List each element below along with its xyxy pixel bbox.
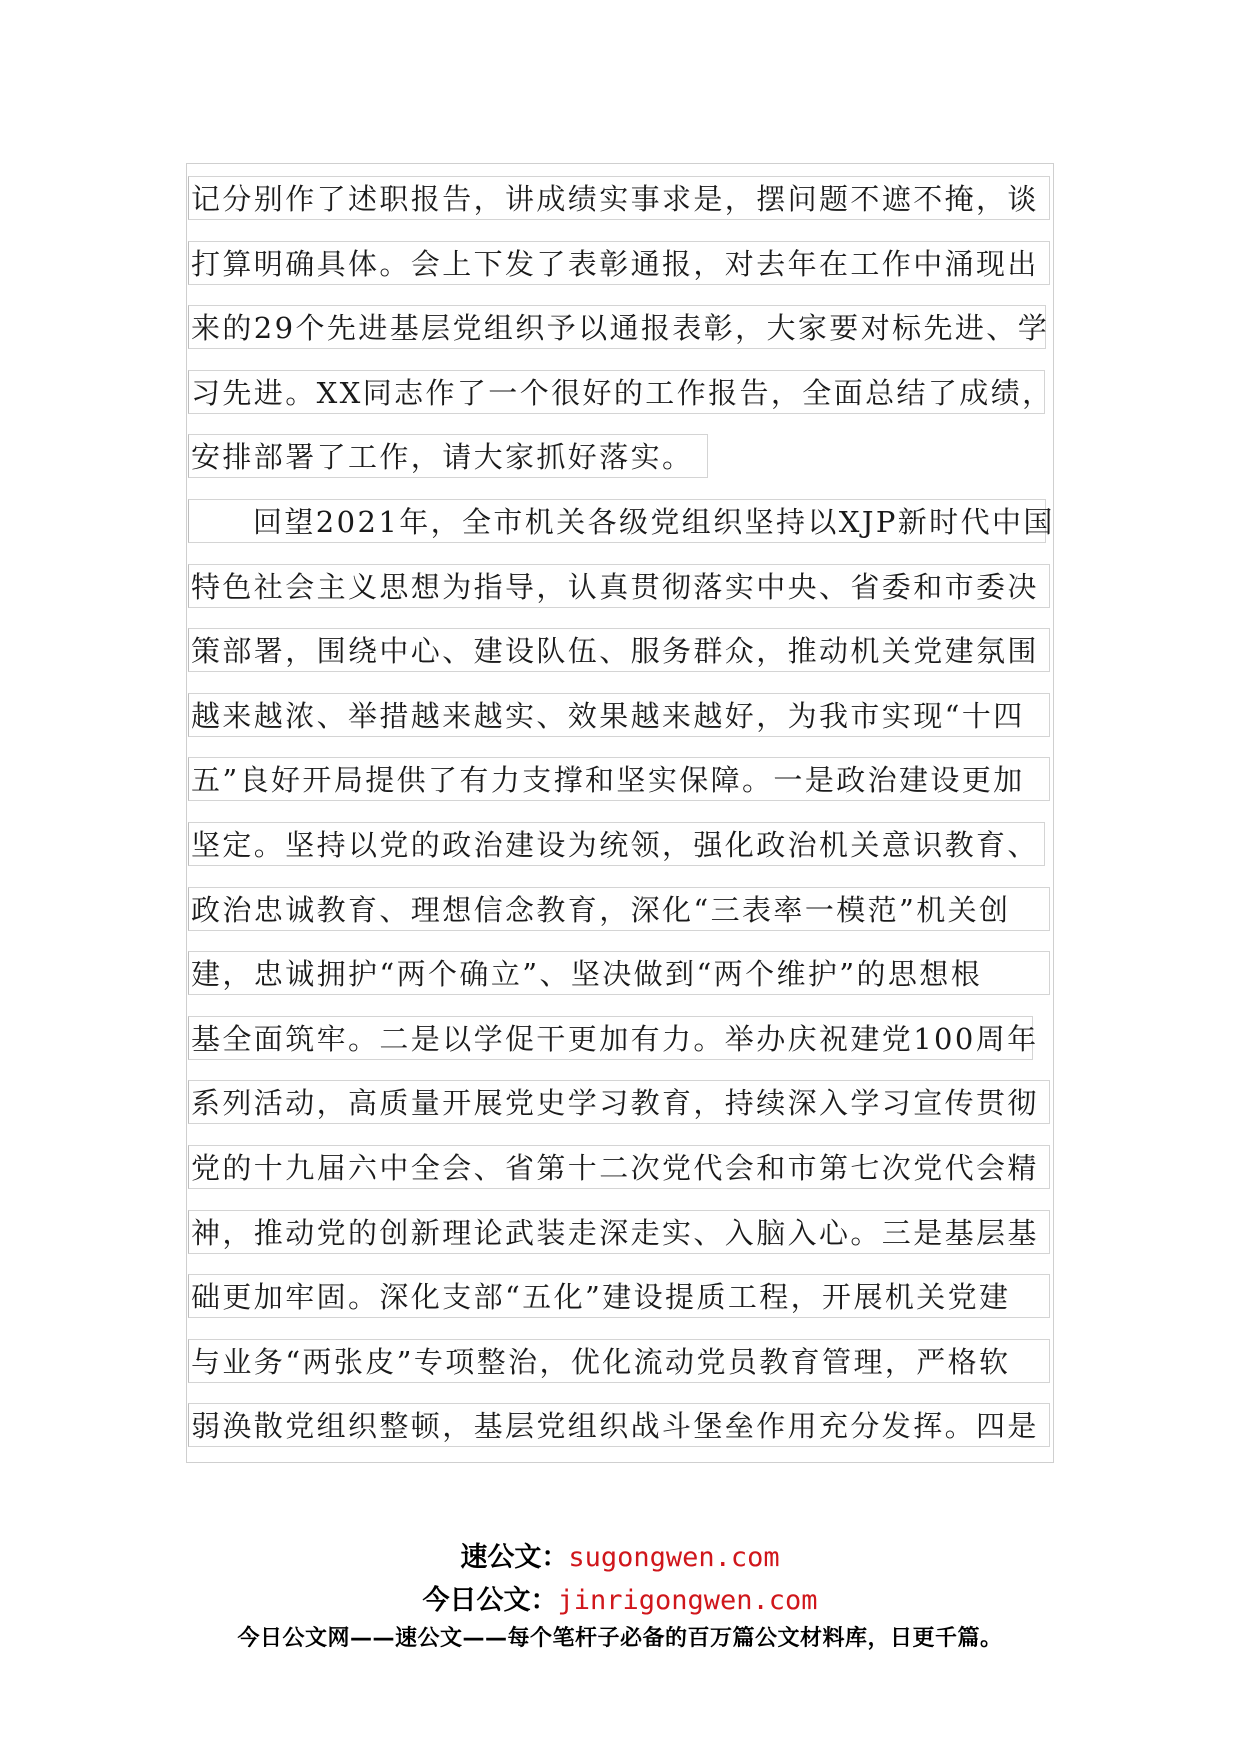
text-line: 础更加牢固。深化支部“五化”建设提质工程，开展机关党建 (188, 1274, 1050, 1318)
text-line: 特色社会主义思想为指导，认真贯彻落实中央、省委和市委决 (188, 564, 1050, 608)
text-line: 记分别作了述职报告，讲成绩实事求是，摆问题不遮不掩，谈 (188, 176, 1050, 220)
footer-sugongwen (0, 1535, 1240, 1574)
footer-label: 速公文： (460, 1542, 569, 1573)
text-line: 策部署，围绕中心、建设队伍、服务群众，推动机关党建氛围 (188, 628, 1050, 672)
text-line: 安排部署了工作，请大家抓好落实。 (188, 434, 708, 478)
text-line: 党的十九届六中全会、省第十二次党代会和市第七次党代会精 (188, 1145, 1050, 1189)
text-line: 建，忠诚拥护“两个确立”、坚决做到“两个维护”的思想根 (188, 951, 1050, 995)
text-line: 与业务“两张皮”专项整治，优化流动党员教育管理，严格软 (188, 1339, 1050, 1383)
text-line: 系列活动，高质量开展党史学习教育，持续深入学习宣传贯彻 (188, 1080, 1050, 1124)
footer-link-jinrigongwen[interactable]: jinrigongwen.com (557, 1585, 818, 1616)
text-line: 基全面筑牢。二是以学促干更加有力。举办庆祝建党100周年 (188, 1016, 1033, 1060)
text-line: 坚定。坚持以党的政治建设为统领，强化政治机关意识教育、 (188, 822, 1045, 866)
footer-jinrigongwen (0, 1578, 1240, 1617)
text-line: 习先进。XX同志作了一个很好的工作报告，全面总结了成绩， (188, 370, 1045, 414)
text-line: 越来越浓、举措越来越实、效果越来越好，为我市实现“十四 (188, 693, 1050, 737)
text-line: 神，推动党的创新理论武装走深走实、入脑入心。三是基层基 (188, 1210, 1050, 1254)
footer-link-sugongwen[interactable]: sugongwen.com (568, 1542, 780, 1573)
text-line-paragraph-start: 回望2021年，全市机关各级党组织坚持以XJP新时代中国 (188, 499, 1046, 543)
text-line: 打算明确具体。会上下发了表彰通报，对去年在工作中涌现出 (188, 241, 1050, 285)
text-line: 五”良好开局提供了有力支撑和坚实保障。一是政治建设更加 (188, 757, 1050, 801)
footer-slogan: 今日公文网——速公文——每个笔杆子必备的百万篇公文材料库，日更千篇。 (237, 1626, 1003, 1651)
text-line: 来的29个先进基层党组织予以通报表彰，大家要对标先进、学 (188, 305, 1046, 349)
document-body (188, 176, 1068, 1468)
text-line: 弱涣散党组织整顿，基层党组织战斗堡垒作用充分发挥。四是 (188, 1403, 1050, 1447)
footer-label: 今日公文： (422, 1585, 558, 1616)
text-line: 政治忠诚教育、理想信念教育，深化“三表率一模范”机关创 (188, 887, 1050, 931)
